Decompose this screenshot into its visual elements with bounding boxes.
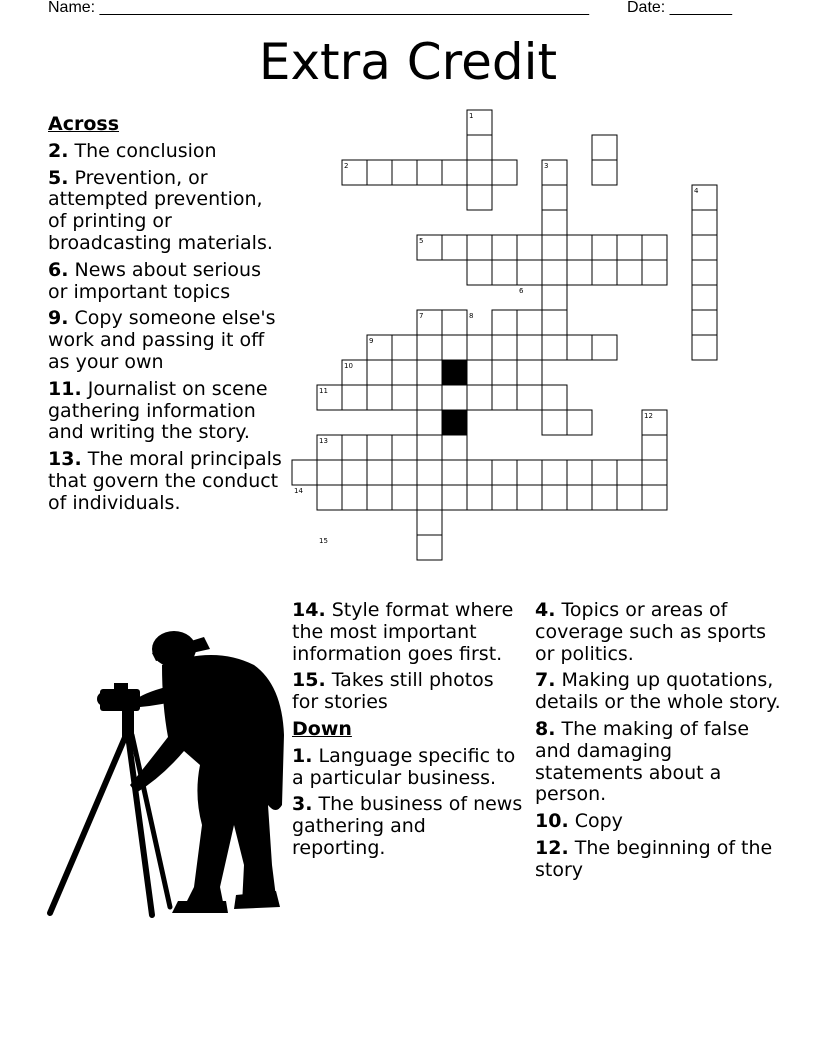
clue-across-11: 11. Journalist on scene gathering information and writing the story.	[48, 377, 268, 444]
grid-cell[interactable]	[517, 485, 542, 510]
grid-cell[interactable]	[542, 310, 567, 335]
grid-cell[interactable]	[592, 160, 617, 185]
clue-down-8: 8. The making of false and damaging statements about a person.	[535, 717, 750, 806]
grid-cell[interactable]	[692, 260, 717, 285]
grid-cell[interactable]	[417, 535, 442, 560]
grid-cell[interactable]	[642, 260, 667, 285]
grid-cell[interactable]	[567, 260, 592, 285]
name-label: Name:	[48, 0, 96, 16]
clue-across-9: 9. Copy someone else's work and passing it off as your own	[48, 307, 276, 373]
grid-cell[interactable]	[542, 485, 567, 510]
grid-cell[interactable]	[542, 210, 567, 235]
grid-cell[interactable]	[542, 285, 567, 310]
clue-down-10: 10. Copy	[535, 810, 623, 833]
grid-number-10: 10	[344, 362, 353, 370]
clue-across-14: 14. Style format where the most important information goes first.	[292, 599, 514, 665]
grid-cell[interactable]	[417, 460, 442, 485]
grid-cell[interactable]	[617, 485, 642, 510]
grid-cell[interactable]	[542, 410, 567, 435]
grid-cell[interactable]	[517, 460, 542, 485]
grid-number-7: 7	[419, 312, 424, 320]
grid-cell[interactable]	[592, 135, 617, 160]
grid-black-cell	[442, 410, 467, 435]
grid-cell[interactable]	[467, 160, 492, 185]
grid-number-8: 8	[469, 312, 474, 320]
grid-cell[interactable]	[567, 235, 592, 260]
grid-number-5: 5	[419, 237, 424, 245]
grid-cell[interactable]	[692, 310, 717, 335]
clue-down-4: 4. Topics or areas of coverage such as sports or politics.	[535, 599, 767, 665]
clue-across-2: 2. The conclusion	[48, 139, 217, 162]
grid-cell[interactable]	[442, 460, 467, 485]
grid-cell[interactable]	[367, 460, 392, 485]
name-line: _______________________________________________________	[99, 0, 589, 16]
grid-cell[interactable]	[367, 435, 392, 460]
grid-cell[interactable]	[367, 360, 392, 385]
clue-down-1: 1. Language specific to a particular business.	[292, 744, 516, 789]
grid-number-9: 9	[369, 337, 374, 345]
page-title: Extra Credit	[258, 33, 558, 91]
grid-cell[interactable]	[542, 335, 567, 360]
grid-cell[interactable]	[517, 235, 542, 260]
grid-cell[interactable]	[392, 360, 417, 385]
grid-cell[interactable]	[317, 460, 342, 485]
grid-cell[interactable]	[492, 260, 517, 285]
grid-cell[interactable]	[567, 485, 592, 510]
grid-cell[interactable]	[367, 160, 392, 185]
grid-number-3: 3	[544, 162, 549, 170]
clue-across-15: 15. Takes still photos for stories	[292, 669, 494, 714]
grid-cell[interactable]	[542, 185, 567, 210]
grid-cell[interactable]	[492, 160, 517, 185]
grid-cell[interactable]	[342, 435, 367, 460]
grid-cell[interactable]	[517, 335, 542, 360]
grid-cell[interactable]	[417, 385, 442, 410]
grid-cell[interactable]	[467, 385, 492, 410]
grid-cell[interactable]	[592, 485, 617, 510]
clue-across-6: 6. News about serious or important topics	[48, 258, 261, 303]
grid-cell[interactable]	[692, 285, 717, 310]
grid-cell[interactable]	[442, 385, 467, 410]
grid-cell[interactable]	[692, 235, 717, 260]
grid-black-cell	[442, 360, 467, 385]
grid-number-4: 4	[694, 187, 699, 195]
grid-cell[interactable]	[442, 235, 467, 260]
grid-cell[interactable]	[617, 460, 642, 485]
grid-cell[interactable]	[417, 160, 442, 185]
grid-cell[interactable]	[492, 310, 517, 335]
clues-right	[535, 600, 783, 887]
grid-cell[interactable]	[592, 460, 617, 485]
grid-cell[interactable]	[642, 485, 667, 510]
grid-cell[interactable]	[567, 335, 592, 360]
clue-down-7: 7. Making up quotations, details or the whole story.	[535, 669, 781, 714]
grid-number-13: 13	[319, 437, 328, 445]
grid-number-11: 11	[319, 387, 328, 395]
grid-cell[interactable]	[442, 310, 467, 335]
grid-cell[interactable]	[592, 335, 617, 360]
grid-cell[interactable]	[442, 160, 467, 185]
grid-cell[interactable]	[342, 385, 367, 410]
grid-cell[interactable]	[467, 485, 492, 510]
grid-cell[interactable]	[592, 260, 617, 285]
clues-middle	[292, 600, 524, 865]
grid-cell[interactable]	[692, 210, 717, 235]
grid-cell[interactable]	[392, 485, 417, 510]
grid-cell[interactable]	[442, 485, 467, 510]
grid-cell[interactable]	[392, 460, 417, 485]
grid-cell[interactable]	[492, 235, 517, 260]
grid-cell[interactable]	[467, 235, 492, 260]
grid-cell[interactable]	[367, 385, 392, 410]
grid-cell[interactable]	[467, 185, 492, 210]
grid-cell[interactable]	[467, 460, 492, 485]
clue-down-12: 12. The beginning of the story	[535, 836, 773, 881]
grid-cell[interactable]	[492, 385, 517, 410]
grid-number-1: 1	[469, 112, 474, 120]
grid-cell[interactable]	[492, 335, 517, 360]
grid-cell[interactable]	[542, 385, 567, 410]
grid-cell[interactable]	[367, 485, 392, 510]
photographer-silhouette-icon	[44, 625, 289, 920]
grid-cell[interactable]	[517, 360, 542, 385]
grid-number-2: 2	[344, 162, 349, 170]
grid-cell[interactable]	[317, 485, 342, 510]
across-heading: Across	[48, 113, 120, 135]
clue-across-13: 13. The moral principals that govern the conduct of individuals.	[48, 448, 282, 514]
grid-cell[interactable]	[517, 385, 542, 410]
grid-cell[interactable]	[467, 335, 492, 360]
grid-number-6: 6	[519, 287, 524, 295]
across-clues-left	[48, 114, 284, 520]
date-line: _______	[669, 0, 732, 16]
grid-number-12: 12	[644, 412, 653, 420]
grid-cell[interactable]	[392, 385, 417, 410]
down-heading: Down	[292, 717, 352, 740]
grid-cell[interactable]	[417, 360, 442, 385]
clue-down-3: 3. The business of news gathering and reporting.	[292, 793, 523, 859]
grid-cell[interactable]	[592, 235, 617, 260]
clue-across-5: 5. Prevention, or attempted prevention, of printing or broadcasting materials.	[48, 166, 273, 254]
grid-cell[interactable]	[642, 460, 667, 485]
grid-cell[interactable]	[442, 435, 467, 460]
grid-cell[interactable]	[417, 510, 442, 535]
grid-cell[interactable]	[642, 435, 667, 460]
date-label: Date:	[627, 0, 666, 16]
grid-cell[interactable]	[492, 360, 517, 385]
grid-cell[interactable]	[492, 485, 517, 510]
grid-cell[interactable]	[442, 335, 467, 360]
grid-cell[interactable]	[392, 335, 417, 360]
grid-cell[interactable]	[492, 460, 517, 485]
grid-cell[interactable]	[417, 335, 442, 360]
grid-cell[interactable]	[392, 160, 417, 185]
grid-cell[interactable]	[517, 260, 542, 285]
grid-cell[interactable]	[342, 460, 367, 485]
grid-cell[interactable]	[542, 460, 567, 485]
grid-cell[interactable]	[417, 485, 442, 510]
grid-cell[interactable]	[417, 435, 442, 460]
grid-cell[interactable]	[542, 235, 567, 260]
grid-number-14: 14	[294, 487, 303, 495]
grid-cell[interactable]	[692, 335, 717, 360]
grid-cell[interactable]	[467, 135, 492, 160]
grid-cell[interactable]	[567, 410, 592, 435]
grid-number-15: 15	[319, 537, 328, 545]
grid-cell[interactable]	[617, 235, 642, 260]
grid-cell[interactable]	[567, 460, 592, 485]
grid-cell[interactable]	[617, 260, 642, 285]
grid-cell[interactable]	[467, 260, 492, 285]
grid-cell[interactable]	[342, 485, 367, 510]
grid-cell[interactable]	[392, 435, 417, 460]
grid-cell[interactable]	[642, 235, 667, 260]
grid-cell[interactable]	[517, 310, 542, 335]
grid-cell[interactable]	[292, 460, 317, 485]
grid-cell[interactable]	[417, 410, 442, 435]
grid-cell[interactable]	[542, 260, 567, 285]
